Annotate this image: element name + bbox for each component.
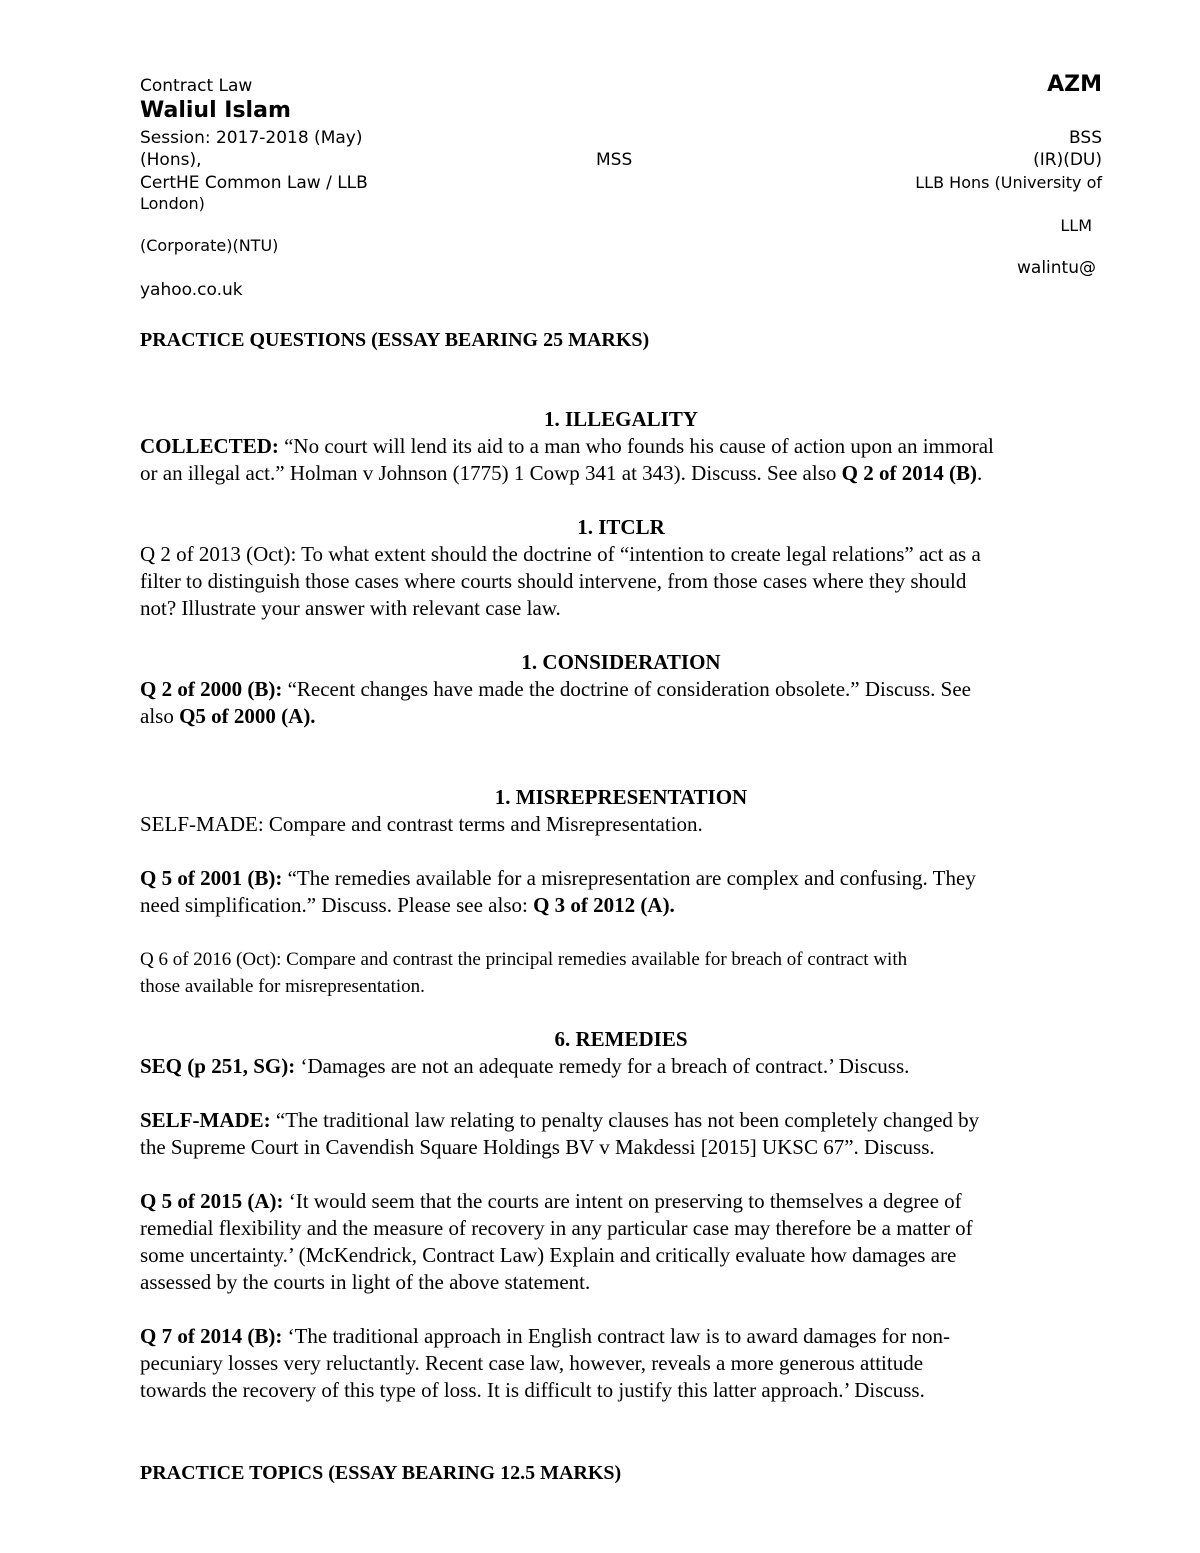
misrep-q5-line-1 bbox=[140, 865, 976, 892]
itclr-line-3: not? Illustrate your answer with relevant case law. bbox=[140, 596, 561, 620]
itclr-line-2: filter to distinguish those cases where courts should intervene, from those cases where they should bbox=[140, 569, 967, 593]
consideration-label: Q 2 of 2000 (B): bbox=[140, 677, 283, 701]
degree-llb-hons: LLB Hons (University of bbox=[915, 173, 1102, 192]
illegality-tail: . bbox=[976, 461, 983, 485]
section-heading-itclr: 1. ITCLR bbox=[577, 515, 665, 539]
remedies-seq-line bbox=[140, 1053, 909, 1080]
remedies-selfmade-line-1 bbox=[140, 1107, 979, 1134]
consideration-text-1: “Recent changes have made the doctrine of consideration obsolete.” Discuss. See bbox=[282, 677, 972, 701]
misrep-q5-text-2: need simplification.” Discuss. Please see also: bbox=[140, 893, 534, 917]
remedies-q7-label: Q 7 of 2014 (B): bbox=[140, 1324, 283, 1348]
misrep-q5-ref: Q 3 of 2012 (A). bbox=[533, 893, 675, 917]
illegality-label: COLLECTED: bbox=[140, 434, 279, 458]
misrep-selfmade: SELF-MADE: Compare and contrast terms and Misrepresentation. bbox=[140, 812, 703, 836]
illegality-line-1 bbox=[140, 433, 994, 460]
author-name: Waliul Islam bbox=[140, 98, 291, 123]
itclr-line-1: Q 2 of 2013 (Oct): To what extent should the doctrine of “intention to create legal relations” act as a bbox=[140, 542, 981, 566]
section-heading-remedies: 6. REMEDIES bbox=[554, 1027, 688, 1051]
remedies-q7-line-2: pecuniary losses very reluctantly. Recent case law, however, reveals a more generous attitude bbox=[140, 1351, 924, 1375]
illegality-ref: Q 2 of 2014 (B) bbox=[841, 461, 977, 485]
remedies-q5-text-1: ‘It would seem that the courts are intent on preserving to themselves a degree of bbox=[283, 1189, 962, 1213]
author-initials: AZM bbox=[1047, 72, 1102, 97]
section-heading-illegality: 1. ILLEGALITY bbox=[543, 407, 699, 431]
section-heading-misrepresentation: 1. MISREPRESENTATION bbox=[494, 785, 748, 809]
section-heading-consideration: 1. CONSIDERATION bbox=[521, 650, 721, 674]
remedies-q5-line-4: assessed by the courts in light of the above statement. bbox=[140, 1270, 591, 1294]
course-title: Contract Law bbox=[140, 76, 253, 96]
degree-certhe: CertHE Common Law / LLB bbox=[140, 173, 368, 193]
practice-topics-title: PRACTICE TOPICS (ESSAY BEARING 12.5 MARKS) bbox=[140, 1462, 622, 1484]
remedies-selfmade-label: SELF-MADE: bbox=[140, 1108, 271, 1132]
misrep-q5-label: Q 5 of 2001 (B): bbox=[140, 866, 283, 890]
practice-questions-title: PRACTICE QUESTIONS (ESSAY BEARING 25 MARKS) bbox=[140, 329, 650, 351]
email-domain: yahoo.co.uk bbox=[140, 280, 243, 300]
remedies-q5-line-3: some uncertainty.’ (McKendrick, Contract Law) Explain and critically evaluate how damages are bbox=[140, 1243, 957, 1267]
misrep-q6-line-1: Q 6 of 2016 (Oct): Compare and contrast the principal remedies available for breach of contract with bbox=[140, 949, 908, 970]
consideration-line-2 bbox=[140, 703, 316, 730]
misrep-q5-line-2 bbox=[140, 892, 675, 919]
consideration-text-2: also bbox=[140, 704, 180, 728]
remedies-q5-line-1 bbox=[140, 1188, 962, 1215]
degree-corporate: (Corporate)(NTU) bbox=[140, 236, 279, 255]
remedies-q7-text-1: ‘The traditional approach in English contract law is to award damages for non- bbox=[282, 1324, 951, 1348]
remedies-selfmade-text-1: “The traditional law relating to penalty clauses has not been completely changed by bbox=[270, 1108, 980, 1132]
illegality-text-2: or an illegal act.” Holman v Johnson (1775) 1 Cowp 341 at 343). Discuss. See also bbox=[140, 461, 842, 485]
remedies-q5-line-2: remedial flexibility and the measure of recovery in any particular case may therefore be a matter of bbox=[140, 1216, 973, 1240]
illegality-text-1: “No court will lend its aid to a man who founds his cause of action upon an immoral bbox=[278, 434, 994, 458]
remedies-q5-label: Q 5 of 2015 (A): bbox=[140, 1189, 284, 1213]
consideration-ref: Q5 of 2000 (A). bbox=[179, 704, 316, 728]
degree-ir-du: (IR)(DU) bbox=[1033, 150, 1102, 170]
consideration-line-1 bbox=[140, 676, 971, 703]
misrep-q5-text-1: “The remedies available for a misrepresentation are complex and confusing. They bbox=[282, 866, 976, 890]
remedies-q7-line-1 bbox=[140, 1323, 950, 1350]
misrep-q6-line-2: those available for misrepresentation. bbox=[140, 976, 425, 997]
degree-london: London) bbox=[140, 194, 205, 213]
remedies-seq-text: ‘Damages are not an adequate remedy for a breach of contract.’ Discuss. bbox=[295, 1054, 910, 1078]
degree-llm: LLM bbox=[1060, 216, 1092, 235]
degree-mss: MSS bbox=[596, 150, 633, 170]
illegality-line-2 bbox=[140, 460, 982, 487]
remedies-q7-line-3: towards the recovery of this type of loss. It is difficult to justify this latter approach.’ Discuss. bbox=[140, 1378, 925, 1402]
degree-hons: (Hons), bbox=[140, 150, 202, 170]
degree-bss: BSS bbox=[1069, 128, 1102, 148]
email-user: walintu@ bbox=[1017, 258, 1096, 278]
remedies-selfmade-line-2: the Supreme Court in Cavendish Square Holdings BV v Makdessi [2015] UKSC 67”. Discuss. bbox=[140, 1135, 935, 1159]
session-text: Session: 2017-2018 (May) bbox=[140, 128, 363, 148]
remedies-seq-label: SEQ (p 251, SG): bbox=[140, 1054, 296, 1078]
